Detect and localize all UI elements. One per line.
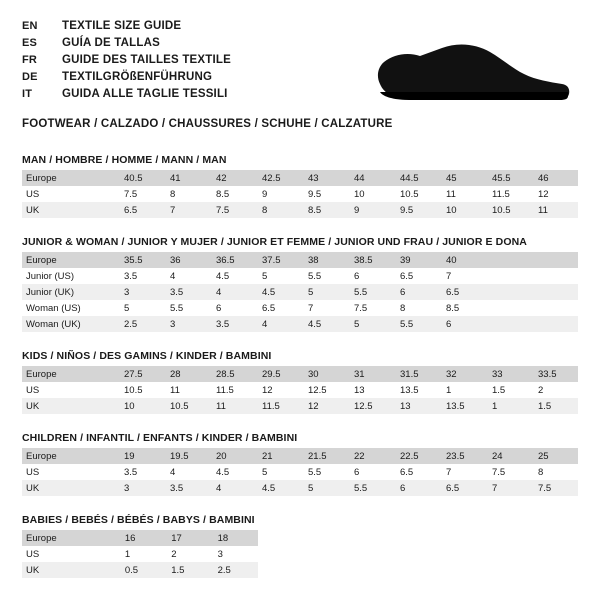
cell: 31.5 [394,366,440,382]
cell [486,300,532,316]
cell: 6.5 [440,284,486,300]
cell: 10.5 [400,188,419,200]
cell: 32 [440,366,486,382]
language-code: ES [22,37,38,49]
cell: 6 [354,466,360,478]
cell: 7 [164,202,210,218]
cell: 21 [256,448,302,464]
size-table-babies [22,530,258,578]
size-table-children [22,448,578,496]
cell: 35.5 [118,252,164,268]
cell: 37.5 [256,252,302,268]
cell: 4.5 [302,316,348,332]
table-block-junior-woman [22,236,578,332]
cell: 5 [302,284,348,300]
cell: 6 [440,316,486,332]
size-table-kids [22,366,578,414]
cell: 40.5 [118,170,164,186]
cell: 5.5 [308,466,322,478]
cell: 22 [348,448,394,464]
row-label: UK [22,480,118,496]
cell: 6 [394,284,440,300]
cell: 7 [446,270,452,282]
cell: 2 [538,384,544,396]
cell: 3.5 [210,316,256,332]
row-label: Europe [22,448,118,464]
category-title: FOOTWEAR / CALZADO / CHAUSSURES / SCHUHE / CALZATURE [22,118,393,130]
cell: 45.5 [486,170,532,186]
row-label: Europe [22,530,119,546]
table-row [22,300,578,316]
cell: 38 [302,252,348,268]
cell: 6.5 [262,302,276,314]
cell: 44.5 [394,170,440,186]
cell: 38.5 [348,252,394,268]
cell: 2.5 [118,316,164,332]
cell: 1 [486,398,532,414]
cell: 2 [171,548,177,560]
cell: 12 [538,188,549,200]
cell: 27.5 [118,366,164,382]
cell [532,316,578,332]
cell: 46 [532,170,578,186]
cell: 11.5 [256,398,302,414]
cell: 21.5 [302,448,348,464]
cell: 29.5 [256,366,302,382]
cell: 24 [486,448,532,464]
cell: 6.5 [400,466,414,478]
cell: 17 [165,530,211,546]
cell: 39 [394,252,440,268]
cell: 19.5 [164,448,210,464]
cell: 3 [118,480,164,496]
cell: 8.5 [216,188,230,200]
cell: 0.5 [119,562,165,578]
cell: 7 [446,466,452,478]
cell: 4.5 [216,270,230,282]
row-label: UK [22,398,118,414]
cell: 12.5 [348,398,394,414]
cell: 11 [210,398,256,414]
table-row [22,448,578,464]
cell: 1 [446,384,452,396]
row-label: US [26,466,40,478]
cell: 12 [262,384,273,396]
block-title: KIDS / NIÑOS / DES GAMINS / KINDER / BAMBINI [22,350,272,362]
table-row [22,268,578,284]
cell: 5 [124,302,130,314]
cell: 5 [348,316,394,332]
row-label: US [26,548,40,560]
cell: 7.5 [210,202,256,218]
block-title: CHILDREN / INFANTIL / ENFANTS / KINDER / BAMBINI [22,432,298,444]
table-row [22,316,578,332]
cell: 13.5 [400,384,419,396]
cell: 3.5 [124,270,138,282]
cell: 12 [302,398,348,414]
cell: 7.5 [354,302,368,314]
row-label: Woman (UK) [22,316,118,332]
cell: 8.5 [302,202,348,218]
cell: 1.5 [532,398,578,414]
row-label: Europe [22,366,118,382]
cell: 22.5 [394,448,440,464]
cell: 33 [486,366,532,382]
cell: 5.5 [348,284,394,300]
cell: 36.5 [210,252,256,268]
cell: 9 [262,188,268,200]
row-label: Europe [22,252,118,268]
cell [532,268,578,284]
table-row [22,530,258,546]
cell: 4 [256,316,302,332]
language-code: DE [22,71,38,83]
table-row [22,398,578,414]
table-block-children [22,432,578,496]
language-code: IT [22,88,33,100]
cell: 8 [538,466,544,478]
cell: 5 [262,466,268,478]
cell: 33.5 [532,366,578,382]
cell: 9.5 [394,202,440,218]
table-block-man [22,154,578,218]
cell: 42.5 [256,170,302,186]
row-label: Junior (US) [26,270,75,282]
block-title: JUNIOR & WOMAN / JUNIOR Y MUJER / JUNIOR ET FEMME / JUNIOR UND FRAU / JUNIOR E DONA [22,236,527,248]
cell: 6 [394,480,440,496]
cell: 45 [440,170,486,186]
cell: 3.5 [164,480,210,496]
cell: 1.5 [492,384,506,396]
cell: 4 [170,466,176,478]
cell: 10.5 [164,398,210,414]
cell: 8.5 [446,302,460,314]
cell: 8 [256,202,302,218]
cell: 11 [170,384,180,396]
cell: 40 [440,252,486,268]
table-row [22,186,578,202]
cell: 2.5 [212,562,258,578]
cell: 4.5 [256,284,302,300]
cell: 16 [119,530,165,546]
language-code: EN [22,20,38,32]
table-block-kids [22,350,578,414]
cell: 44 [348,170,394,186]
cell: 5 [262,270,268,282]
table-block-babies [22,514,578,578]
cell: 4 [210,480,256,496]
cell: 5.5 [170,302,184,314]
cell: 13 [394,398,440,414]
cell: 10 [440,202,486,218]
dress-shoe-icon [372,32,572,112]
cell: 23.5 [440,448,486,464]
cell: 7 [486,480,532,496]
size-table-man [22,170,578,218]
cell: 3 [118,284,164,300]
cell: 28.5 [210,366,256,382]
cell: 13.5 [440,398,486,414]
cell: 7.5 [492,466,506,478]
cell: 6.5 [400,270,414,282]
table-row [22,382,578,398]
cell [532,284,578,300]
cell: 5.5 [308,270,322,282]
table-row [22,202,578,218]
cell: 3 [164,316,210,332]
cell: 5.5 [348,480,394,496]
cell: 10 [354,188,365,200]
language-title: TEXTILGRÖßENFÜHRUNG [62,71,213,83]
cell: 8 [170,188,176,200]
cell: 3.5 [164,284,210,300]
row-label: Junior (UK) [22,284,118,300]
cell: 36 [164,252,210,268]
cell [532,252,578,268]
block-title: MAN / HOMBRE / HOMME / MANN / MAN [22,154,227,166]
cell [486,252,532,268]
cell: 4 [170,270,176,282]
cell [532,300,578,316]
cell: 9 [348,202,394,218]
cell: 4.5 [256,480,302,496]
cell: 6 [354,270,360,282]
table-row [22,562,258,578]
cell: 10.5 [124,384,143,396]
cell: 42 [210,170,256,186]
cell: 11 [532,202,578,218]
cell: 30 [302,366,348,382]
cell: 5 [302,480,348,496]
table-row [22,284,578,300]
cell: 4 [210,284,256,300]
cell: 5.5 [394,316,440,332]
cell: 4.5 [216,466,230,478]
cell: 13 [354,384,365,396]
cell: 12.5 [308,384,327,396]
row-label: UK [22,562,119,578]
table-row [22,366,578,382]
cell: 18 [212,530,258,546]
cell: 10.5 [486,202,532,218]
cell: 25 [532,448,578,464]
cell: 43 [302,170,348,186]
cell [486,284,532,300]
table-row [22,480,578,496]
cell [486,268,532,284]
cell: 7.5 [532,480,578,496]
cell: 11 [446,188,456,200]
cell: 28 [164,366,210,382]
language-title: TEXTILE SIZE GUIDE [62,20,182,32]
cell: 7.5 [124,188,138,200]
table-row [22,546,258,562]
cell: 31 [348,366,394,382]
cell: 3.5 [124,466,138,478]
cell: 3 [217,548,223,560]
cell: 41 [164,170,210,186]
language-title: GUIDA ALLE TAGLIE TESSILI [62,88,228,100]
block-title: BABIES / BEBÉS / BÉBÉS / BABYS / BAMBINI [22,514,255,526]
row-label: Woman (US) [26,302,81,314]
cell: 8 [400,302,406,314]
table-row [22,252,578,268]
cell: 1.5 [165,562,211,578]
cell: 20 [210,448,256,464]
language-title: GUÍA DE TALLAS [62,37,160,49]
table-row [22,464,578,480]
row-label: Europe [22,170,118,186]
cell: 1 [124,548,131,560]
cell: 7 [308,302,314,314]
language-title: GUIDE DES TAILLES TEXTILE [62,54,231,66]
table-row [22,170,578,186]
cell: 6 [216,302,222,314]
cell: 10 [118,398,164,414]
cell [486,316,532,332]
row-label: UK [22,202,118,218]
cell: 19 [118,448,164,464]
language-code: FR [22,54,38,66]
row-label: US [26,384,40,396]
cell: 6.5 [440,480,486,496]
cell: 11.5 [216,384,234,396]
row-label: US [26,188,40,200]
cell: 6.5 [118,202,164,218]
cell: 11.5 [492,188,510,200]
header [22,18,578,136]
size-table-junior-woman [22,252,578,332]
cell: 9.5 [308,188,322,200]
